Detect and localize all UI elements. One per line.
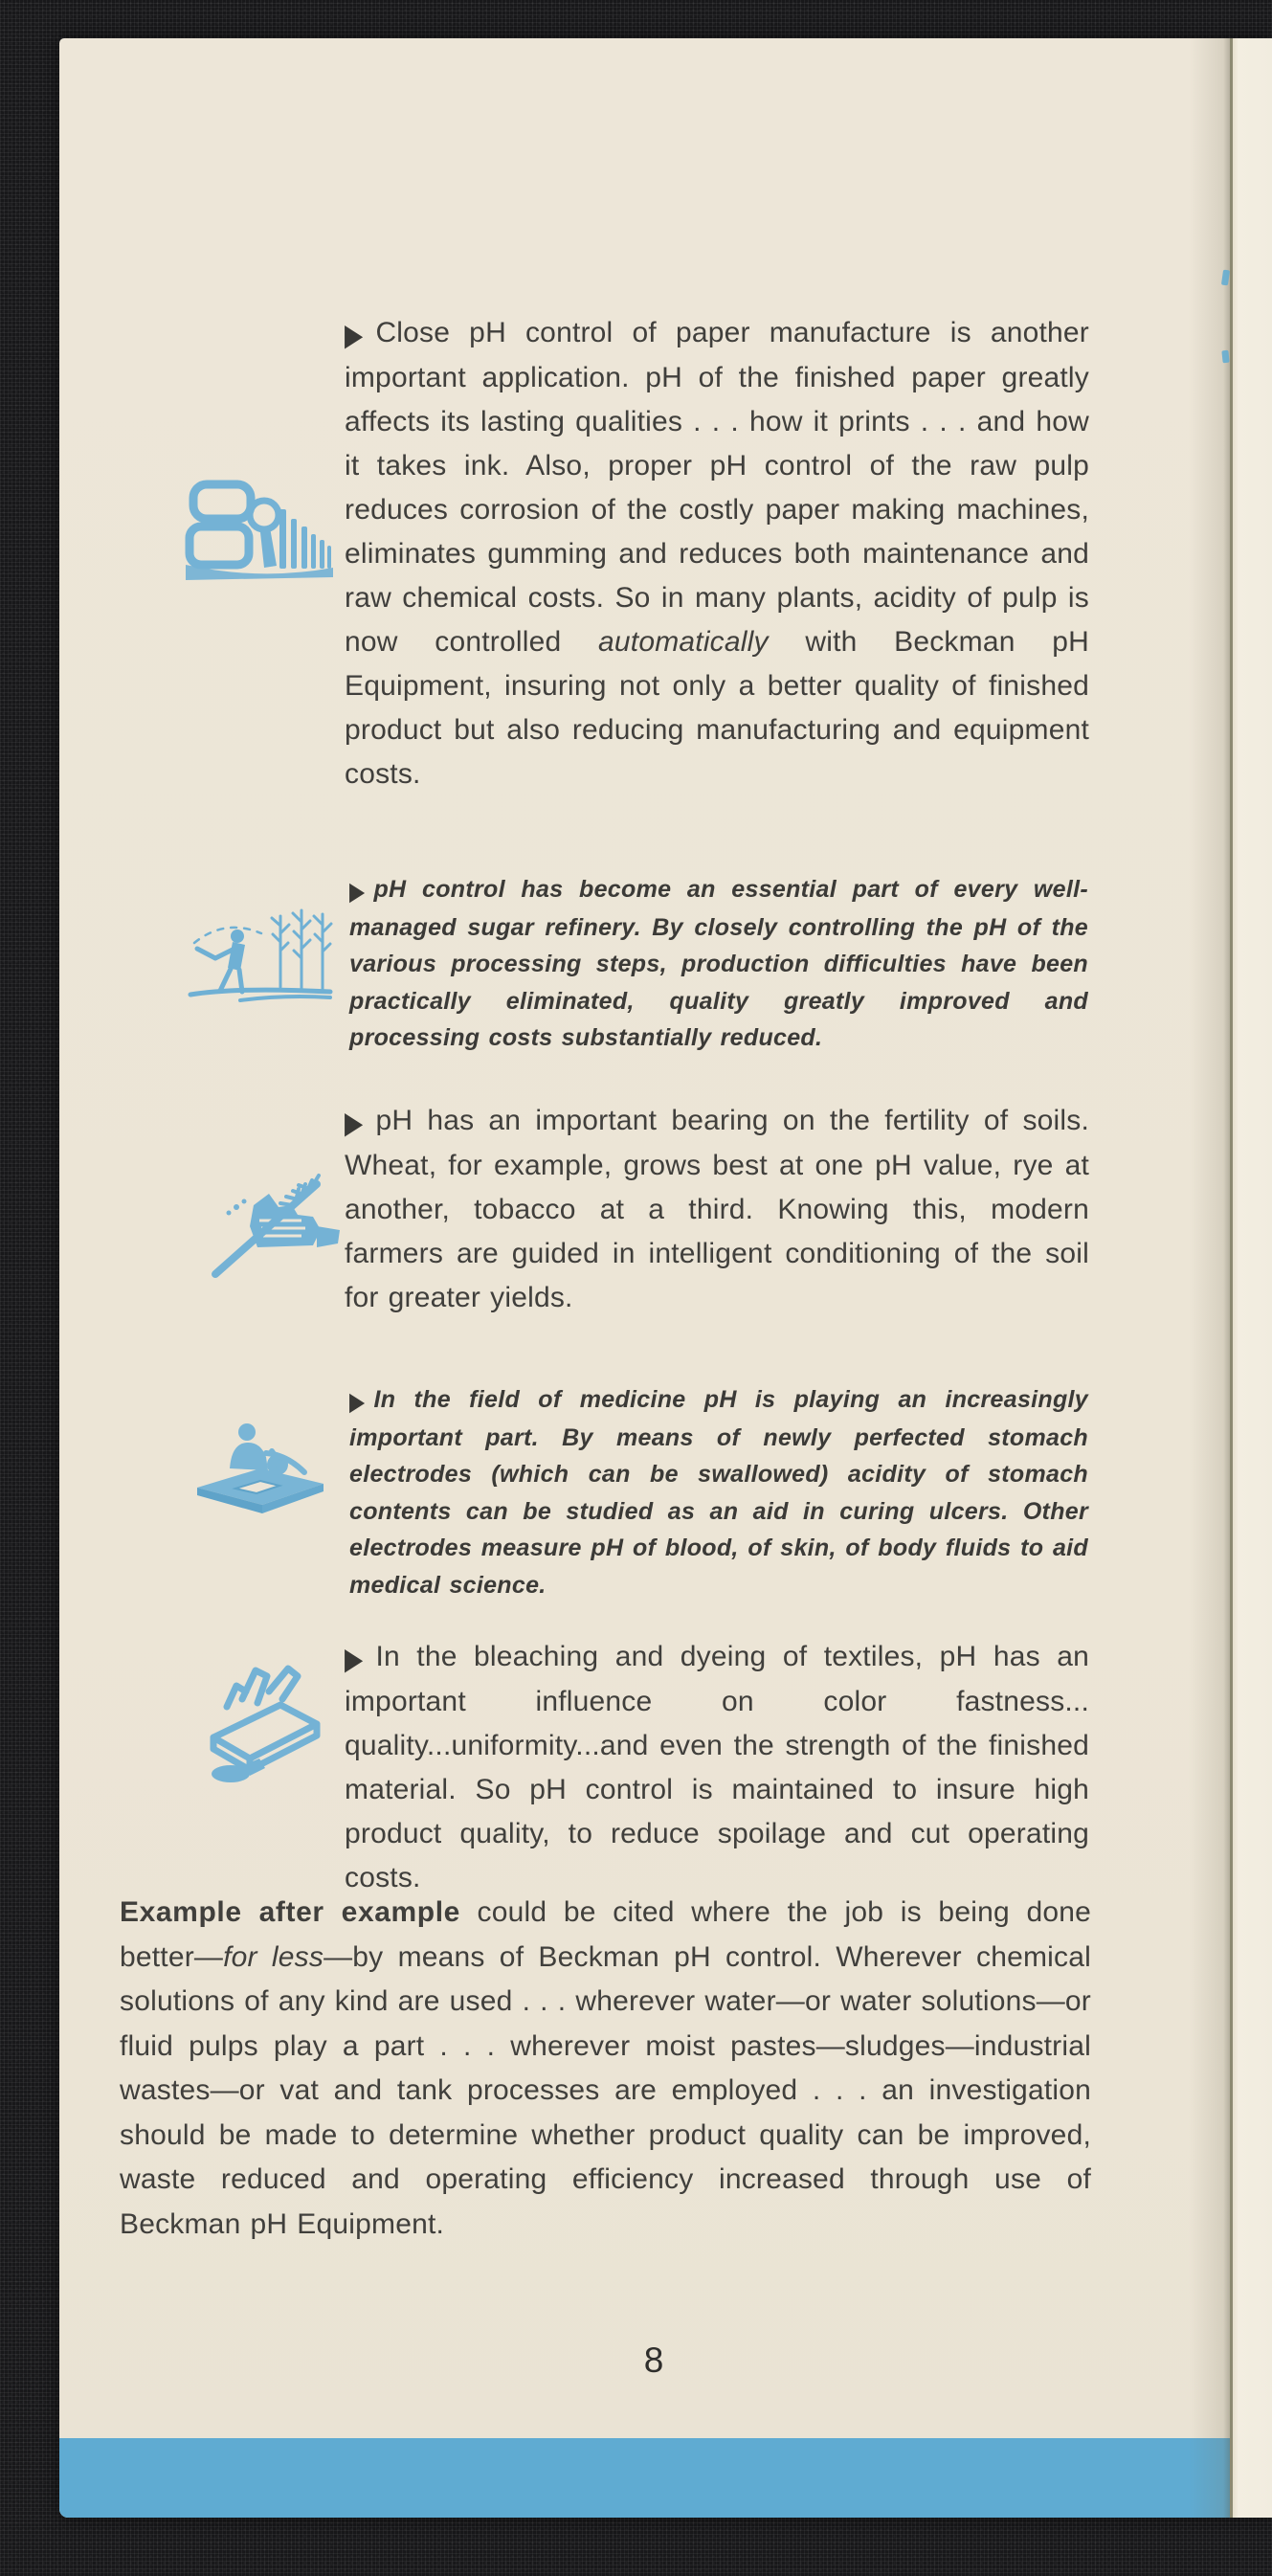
farm-tractor-wheat-illustration: [204, 1161, 349, 1280]
textile-fabric-illustration: [194, 1649, 336, 1793]
ink-bleed-mark: [1221, 350, 1229, 364]
page-number: 8: [643, 2341, 664, 2380]
bullet-triangle-icon: ▶: [345, 317, 364, 353]
bullet-triangle-icon: ▶: [345, 1641, 364, 1677]
paragraph-text: pH has an important bearing on the fertility of soils. Wheat, for example, grows best at one pH value, rye at another, tobacco at a third. Knowing this, modern farmers are guided in intelligent conditioning of the soil for greater yields.: [345, 1105, 1089, 1313]
paragraph-textiles: [345, 1635, 1089, 1900]
adjacent-page-edge: [1232, 38, 1272, 2518]
paragraph-sugar-refinery: [349, 871, 1088, 1057]
page-gutter-shadow: [1189, 38, 1232, 2518]
sugar-cane-harvest-illustration: [185, 903, 336, 1010]
booklet-page: [59, 38, 1272, 2518]
paragraph-soil-fertility: [345, 1099, 1089, 1320]
paragraph-text: Example after example could be cited where the job is being done better—for less—by means of Beckman pH control. Wherever chemical solutions of any kind are used . . . wherever water—or water solutions—or fluid pulps play a part . . . wherever moist pastes—sludges—industrial wastes—or vat and tank processes are employed . . . an investigation should be made to determine whether product quality can be improved, waste reduced and operating efficiency increased through use of Beckman pH Equipment.: [120, 1896, 1091, 2240]
paragraph-text: In the field of medicine pH is playing an increasingly important part. By means of newly perfected stomach electrodes (which can be swallowed) acidity of stomach contents can be studied as an aid in curing ulcers. Other electrodes measure pH of blood, of skin, of body fluids to aid medical science.: [349, 1386, 1088, 1599]
paragraph-text: Close pH control of paper manufacture is another important application. pH of the finished paper greatly affects its lasting qualities . . . how it prints . . . and how it takes ink. Also, proper pH control of the raw pulp reduces corrosion of the costly paper making machines, eliminates gumming and reduces both maintenance and raw chemical costs. So in many plants, acidity of pulp is now controlled automatically with Beckman pH Equipment, insuring not only a better quality of finished product but also reducing manufacturing and equipment costs.: [345, 317, 1089, 790]
paragraph-text: In the bleaching and dyeing of textiles, pH has an important influence on color fastness... quality...uniformity...and even the strength of the finished material. So pH control is maintained to insure high product quality, to reduce spoilage and cut operating costs.: [345, 1641, 1089, 1893]
bullet-triangle-icon: ▶: [349, 1386, 366, 1417]
page-crease: [1230, 38, 1233, 2518]
footer-accent-stripe: [59, 2438, 1272, 2518]
paragraph-text: pH control has become an essential part of every well-managed sugar refinery. By closely controlling the pH of the various processing steps, production difficulties have been practically eliminated, quality greatly improved and processing costs substantially reduced.: [349, 876, 1088, 1051]
bullet-triangle-icon: ▶: [349, 876, 366, 907]
medical-researcher-illustration: [190, 1415, 331, 1520]
paragraph-closing-summary: [120, 1891, 1091, 2247]
paragraph-medicine: [349, 1381, 1088, 1603]
paper-machine-illustration: [180, 477, 337, 588]
paragraph-paper-manufacture: [345, 311, 1089, 796]
bullet-triangle-icon: ▶: [345, 1105, 364, 1141]
